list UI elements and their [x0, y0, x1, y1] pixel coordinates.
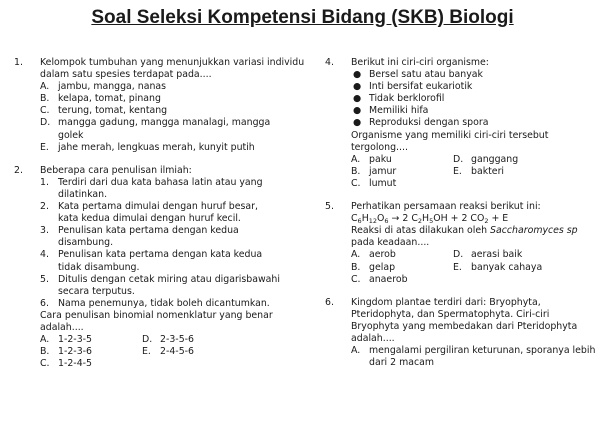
- option-text: paku: [369, 153, 392, 165]
- question-statement: [351, 225, 603, 237]
- eq-sub: 2: [417, 217, 423, 226]
- eq-part: OH + 2 CO: [433, 213, 485, 225]
- eq-sub: 5: [429, 217, 434, 226]
- bullet-item: [351, 81, 603, 93]
- statement-post: pada keadaan....: [351, 237, 430, 249]
- option-d: [453, 249, 603, 261]
- option-e: [142, 346, 314, 358]
- question-4: [325, 57, 603, 190]
- option-letter: A.: [351, 249, 361, 261]
- option-text: 2-3-5-6: [160, 334, 195, 346]
- option-text: anaerob: [369, 273, 408, 285]
- rule-text: Terdiri dari dua kata bahasa latin atau yang dilatinkan.: [58, 176, 263, 200]
- rule-number: 3.: [40, 225, 49, 237]
- options-grid: [351, 154, 603, 190]
- option-letter: C.: [351, 273, 361, 285]
- option-letter: D.: [142, 334, 153, 346]
- option-b: [351, 166, 453, 178]
- rule-4: [40, 249, 280, 273]
- option-c: [351, 274, 453, 286]
- left-column: [14, 57, 314, 370]
- bullet-text: Inti bersifat eukariotik: [369, 81, 473, 93]
- option-d: [142, 334, 314, 346]
- organism-name: Saccharomyces sp: [490, 225, 578, 237]
- rule-number: 6.: [40, 297, 49, 309]
- question-number: 5.: [325, 201, 334, 213]
- eq-sub: 2: [484, 217, 489, 226]
- option-d: [40, 117, 290, 141]
- bullet-item: [351, 93, 603, 105]
- option-letter: E.: [453, 261, 462, 273]
- eq-sub: 12: [368, 217, 378, 226]
- bullet-text: Tidak berklorofil: [369, 93, 445, 105]
- option-text: jambu, mangga, nanas: [58, 81, 167, 93]
- question-number: 4.: [325, 57, 334, 68]
- eq-part: → 2 C: [388, 213, 418, 225]
- option-text: aerob: [369, 249, 396, 261]
- question-number: 2.: [14, 164, 23, 176]
- option-d: [453, 154, 603, 166]
- option-letter: C.: [351, 177, 361, 189]
- option-letter: B.: [351, 165, 361, 177]
- option-letter: A.: [40, 334, 50, 346]
- bullet-text: Bersel satu atau banyak: [369, 69, 483, 81]
- option-text: lumut: [369, 177, 397, 189]
- question-text: Organisme yang memiliki ciri-ciri tersebut tergolong....: [351, 129, 549, 153]
- option-letter: B.: [40, 93, 50, 105]
- options-grid: [40, 334, 314, 370]
- rule-1: [40, 177, 280, 201]
- reaction-equation: [351, 213, 603, 225]
- option-text: mengalami pergiliran keturunan, sporanya lebih dari 2 macam: [369, 345, 596, 369]
- option-b: [40, 93, 314, 105]
- option-letter: D.: [40, 117, 51, 129]
- rule-number: 5.: [40, 273, 49, 285]
- option-a: [351, 345, 601, 369]
- option-b: [351, 262, 453, 274]
- option-e: [40, 142, 314, 154]
- statement-pre: Reaksi di atas dilakukan oleh: [351, 225, 491, 237]
- rule-text: Ditulis dengan cetak miring atau digarisbawahi secara terputus.: [58, 273, 280, 297]
- option-text: banyak cahaya: [471, 261, 543, 273]
- eq-part: C: [351, 213, 358, 225]
- question-6: [325, 297, 603, 370]
- right-column: [325, 57, 603, 369]
- rule-5: [40, 274, 280, 298]
- question-intro: Beberapa cara penulisan ilmiah:: [40, 164, 192, 176]
- rule-text: Kata pertama dimulai dengan huruf besar, kata kedua dimulai dengan huruf kecil.: [58, 201, 258, 225]
- question-text: Kelompok tumbuhan yang menunjukkan variasi individu dalam satu spesies terdapat pada....: [40, 57, 305, 81]
- question-intro: Berikut ini ciri-ciri organisme:: [351, 57, 489, 68]
- option-a: [351, 249, 453, 261]
- question-5: [325, 201, 603, 286]
- rule-number: 1.: [40, 176, 49, 188]
- rule-text: Penulisan kata pertama dengan kata kedua tidak disambung.: [58, 249, 263, 273]
- option-letter: B.: [351, 261, 361, 273]
- bullet-icon: ●: [353, 117, 362, 129]
- option-c: [40, 358, 142, 370]
- bullet-text: Memiliki hifa: [369, 105, 429, 117]
- rule-3: [40, 225, 280, 249]
- option-text: 1-2-3-6: [58, 346, 93, 358]
- rule-text: Penulisan kata pertama dengan kedua disambung.: [58, 225, 239, 249]
- question-number: 1.: [14, 57, 23, 68]
- option-text: jamur: [369, 165, 397, 177]
- option-text: 1-2-4-5: [58, 358, 93, 370]
- option-text: jahe merah, lengkuas merah, kunyit putih: [58, 141, 255, 153]
- question-1: [14, 57, 314, 154]
- eq-part: H: [422, 213, 430, 225]
- option-c: [40, 105, 314, 117]
- option-a: [351, 154, 453, 166]
- bullet-item: [351, 117, 603, 129]
- bullet-item: [351, 69, 603, 81]
- options-grid: [351, 249, 603, 285]
- question-text: Cara penulisan binomial nomenklatur yang benar adalah....: [40, 309, 273, 333]
- option-letter: B.: [40, 346, 50, 358]
- option-text: 1-2-3-5: [58, 334, 93, 346]
- option-letter: E.: [142, 346, 151, 358]
- option-e: [453, 166, 603, 178]
- option-a: [40, 81, 314, 93]
- option-e: [453, 262, 603, 274]
- rule-2: [40, 201, 280, 225]
- option-letter: C.: [40, 105, 50, 117]
- option-letter: A.: [351, 153, 361, 165]
- question-2: [14, 165, 314, 371]
- option-text: 2-4-5-6: [160, 346, 195, 358]
- rule-6: [40, 298, 314, 310]
- bullet-icon: ●: [353, 69, 362, 81]
- eq-part: H: [361, 213, 369, 225]
- eq-sub: 6: [384, 217, 389, 226]
- option-text: mangga gadung, mangga manalagi, mangga golek: [58, 117, 271, 141]
- option-letter: A.: [351, 345, 361, 357]
- option-letter: D.: [453, 153, 464, 165]
- question-intro: Perhatikan persamaan reaksi berikut ini:: [351, 201, 541, 213]
- option-text: bakteri: [471, 165, 505, 177]
- rule-number: 4.: [40, 249, 49, 261]
- page-title: Soal Seleksi Kompetensi Bidang (SKB) Biologi: [91, 7, 514, 28]
- option-text: aerasi baik: [471, 249, 523, 261]
- eq-part: O: [377, 213, 385, 225]
- option-letter: A.: [40, 81, 50, 93]
- option-b: [40, 346, 142, 358]
- rule-text: Nama penemunya, tidak boleh dicantumkan.: [58, 297, 270, 309]
- bullet-text: Reproduksi dengan spora: [369, 117, 489, 129]
- option-letter: E.: [453, 165, 462, 177]
- question-number: 6.: [325, 296, 334, 308]
- option-letter: D.: [453, 249, 464, 261]
- option-letter: C.: [40, 358, 50, 370]
- question-intro: Kingdom plantae terdiri dari: Bryophyta, Pteridophyta, dan Spermatophyta. Ciri-ciri Bryophyta yang membedakan dari Pteridophyta adalah....: [351, 296, 578, 344]
- eq-part: + E: [488, 213, 509, 225]
- bullet-icon: ●: [353, 81, 362, 93]
- bullet-icon: ●: [353, 105, 362, 117]
- option-text: kelapa, tomat, pinang: [58, 93, 161, 105]
- option-a: [40, 334, 142, 346]
- bullet-item: [351, 105, 603, 117]
- option-text: ganggang: [471, 153, 519, 165]
- rule-number: 2.: [40, 201, 49, 213]
- option-letter: E.: [40, 141, 49, 153]
- option-c: [351, 178, 453, 190]
- bullet-icon: ●: [353, 93, 362, 105]
- option-text: terung, tomat, kentang: [58, 105, 168, 117]
- eq-sub: 6: [357, 217, 362, 226]
- option-text: gelap: [369, 261, 396, 273]
